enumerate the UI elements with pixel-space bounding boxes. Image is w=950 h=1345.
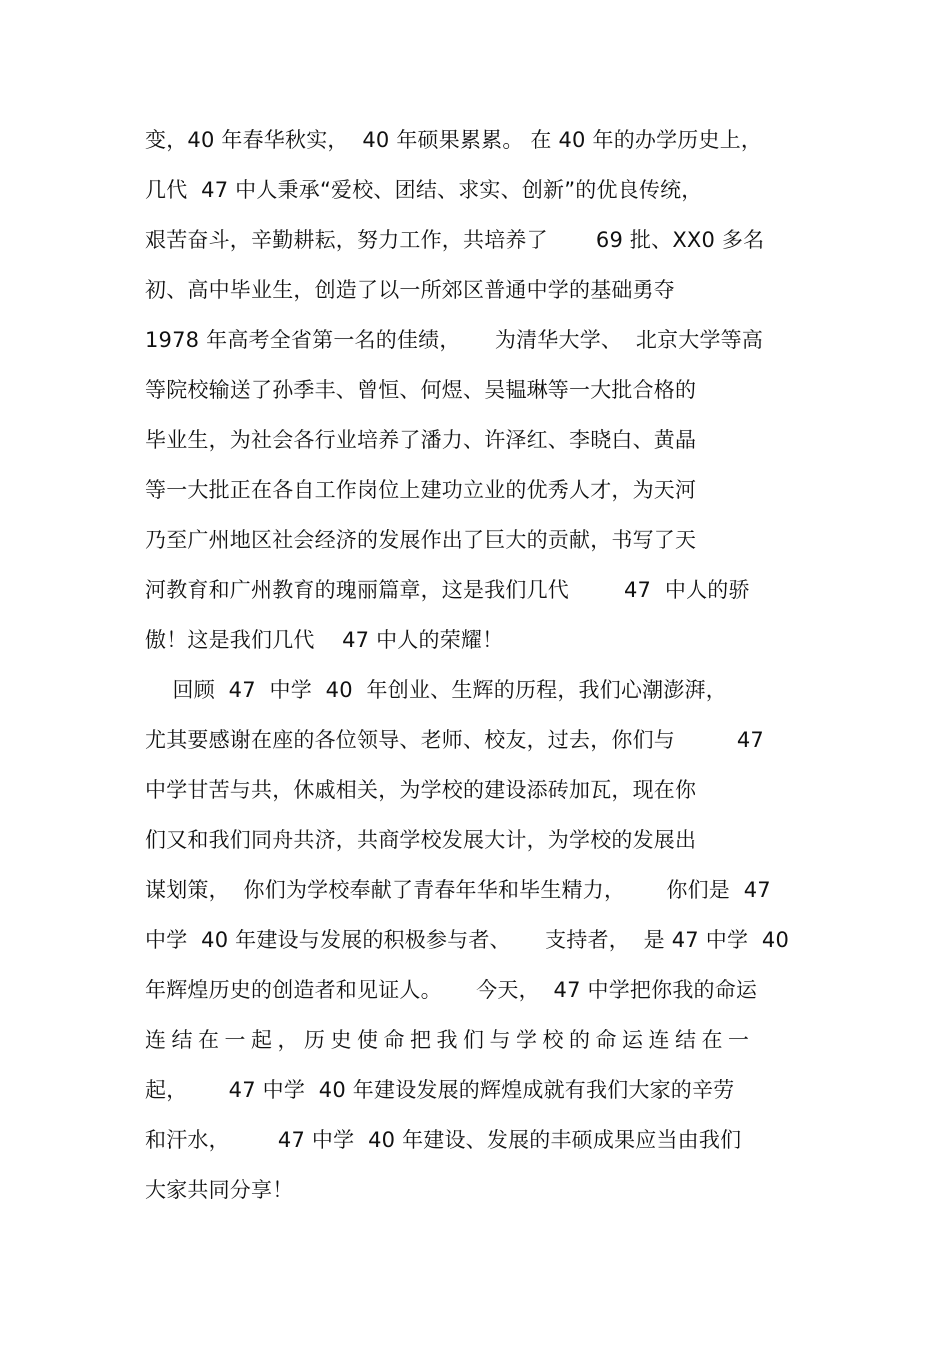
text-line: 河教育和广州教育的瑰丽篇章，这是我们几代 47 中人的骄 [145, 578, 750, 602]
text-line: 谋划策， 你们为学校奉献了青春年华和毕生精力， 你们是 47 [145, 878, 771, 902]
text-line: 大家共同分享！ [145, 1178, 294, 1202]
text-line: 1978 年高考全省第一名的佳绩， 为清华大学、 北京大学等高 [145, 328, 764, 352]
text-line: 等院校输送了孙季丰、曾恒、何煜、吴韫琳等一大批合格的 [145, 378, 697, 402]
text-line: 们又和我们同舟共济，共商学校发展大计，为学校的发展出 [145, 828, 697, 852]
paragraph-start-line: 回顾 47 中学 40 年创业、生辉的历程，我们心潮澎湃， [145, 678, 727, 702]
text-line: 年辉煌历史的创造者和见证人。 今天， 47 中学把你我的命运 [145, 978, 758, 1002]
text-line: 毕业生，为社会各行业培养了潘力、许泽红、李晓白、黄晶 [145, 428, 697, 452]
text-line: 和汗水， 47 中学 40 年建设、发展的丰硕成果应当由我们 [145, 1128, 742, 1152]
text-line: 艰苦奋斗，辛勤耕耘，努力工作，共培养了 69 批、XX0 多名 [145, 228, 765, 252]
text-line: 尤其要感谢在座的各位领导、老师、校友，过去，你们与 47 [145, 728, 764, 752]
text-line: 初、高中毕业生，创造了以一所郊区普通中学的基础勇夺 [145, 278, 675, 302]
body-text [145, 115, 810, 1215]
text-line: 几代 47 中人秉承“爱校、团结、求实、创新”的优良传统， [145, 178, 703, 202]
text-line: 乃至广州地区社会经济的发展作出了巨大的贡献，书写了天 [145, 528, 697, 552]
text-line: 中学 40 年建设与发展的积极参与者、 支持者， 是 47 中学 40 [145, 928, 790, 952]
text-line: 起， 47 中学 40 年建设发展的辉煌成就有我们大家的辛劳 [145, 1078, 735, 1102]
text-line: 等一大批正在各自工作岗位上建功立业的优秀人才，为天河 [145, 478, 697, 502]
text-line: 变，40 年春华秋实， 40 年硕果累累。 在 40 年的办学历史上， [145, 128, 763, 152]
text-line: 中学甘苦与共，休戚相关，为学校的建设添砖加瓦，现在你 [145, 778, 697, 802]
text-line: 傲！这是我们几代 47 中人的荣耀！ [145, 628, 504, 652]
text-line: 连结在一起，历史使命把我们与学校的命运连结在一 [145, 1028, 755, 1052]
